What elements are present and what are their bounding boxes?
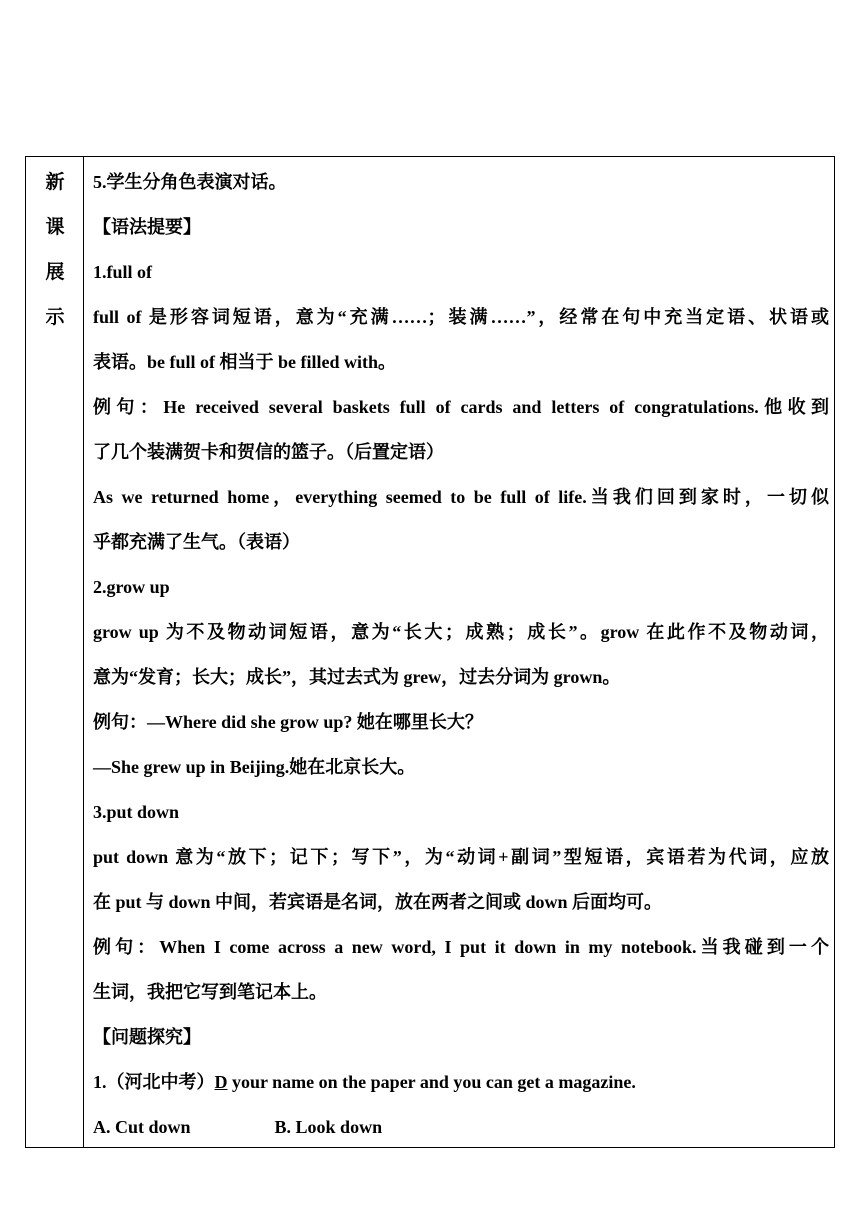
example-line: —She grew up in Beijing.她在北京长大。 bbox=[93, 757, 416, 777]
example-line: As we returned home，everything seemed to be full of life.当我们回到家时，一切似 bbox=[93, 487, 829, 507]
side-label-column bbox=[26, 157, 84, 1147]
phrase-heading: 2.grow up bbox=[93, 577, 170, 597]
option-a: A. Cut down bbox=[93, 1117, 191, 1137]
text-line: put down 意为“放下；记下；写下”，为“动词+副词”型短语，宾语若为代词，应放 bbox=[93, 847, 829, 867]
text-line: full of 是形容词短语，意为“充满……；装满……”，经常在句中充当定语、状语或 bbox=[93, 307, 829, 327]
text-line: 表语。be full of 相当于 be filled with。 bbox=[93, 352, 397, 372]
question-text: your name on the paper and you can get a magazine. bbox=[227, 1072, 636, 1092]
section-heading: 【语法提要】 bbox=[93, 217, 201, 237]
example-line: 例句：When I come across a new word, I put it down in my notebook.当我碰到一个 bbox=[93, 937, 829, 957]
lesson-table bbox=[25, 156, 835, 1148]
option-b: B. Look down bbox=[274, 1117, 383, 1137]
phrase-heading: 1.full of bbox=[93, 262, 153, 282]
text-line: 5.学生分角色表演对话。 bbox=[93, 172, 287, 192]
question-prefix: 1.（河北中考） bbox=[93, 1072, 215, 1092]
example-line: 例句：—Where did she grow up? 她在哪里长大？ bbox=[93, 712, 483, 732]
text-line: 在 put 与 down 中间，若宾语是名词，放在两者之间或 down 后面均可。 bbox=[93, 892, 663, 912]
phrase-heading: 3.put down bbox=[93, 802, 180, 822]
section-heading: 【问题探究】 bbox=[93, 1027, 201, 1047]
side-label-char: 展 bbox=[45, 261, 65, 283]
text-line: grow up 为不及物动词短语，意为“长大；成熟；成长”。grow 在此作不及物动词， bbox=[93, 622, 829, 642]
options-line bbox=[93, 1115, 382, 1139]
text-line: 意为“发育；长大；成长”，其过去式为 grew，过去分词为 grown。 bbox=[93, 667, 621, 687]
example-line: 例句：He received several baskets full of cards and letters of congratulations.他收到 bbox=[93, 397, 829, 417]
side-label-char: 课 bbox=[45, 216, 65, 238]
side-label-char: 新 bbox=[45, 171, 65, 193]
question-answer: D bbox=[214, 1072, 228, 1092]
text-line: 乎都充满了生气。（表语） bbox=[93, 532, 300, 552]
text-line: 了几个装满贺卡和贺信的篮子。（后置定语） bbox=[93, 442, 444, 462]
text-line: 生词，我把它写到笔记本上。 bbox=[93, 982, 327, 1002]
side-label-char: 示 bbox=[45, 306, 65, 328]
question-line bbox=[93, 1070, 636, 1094]
